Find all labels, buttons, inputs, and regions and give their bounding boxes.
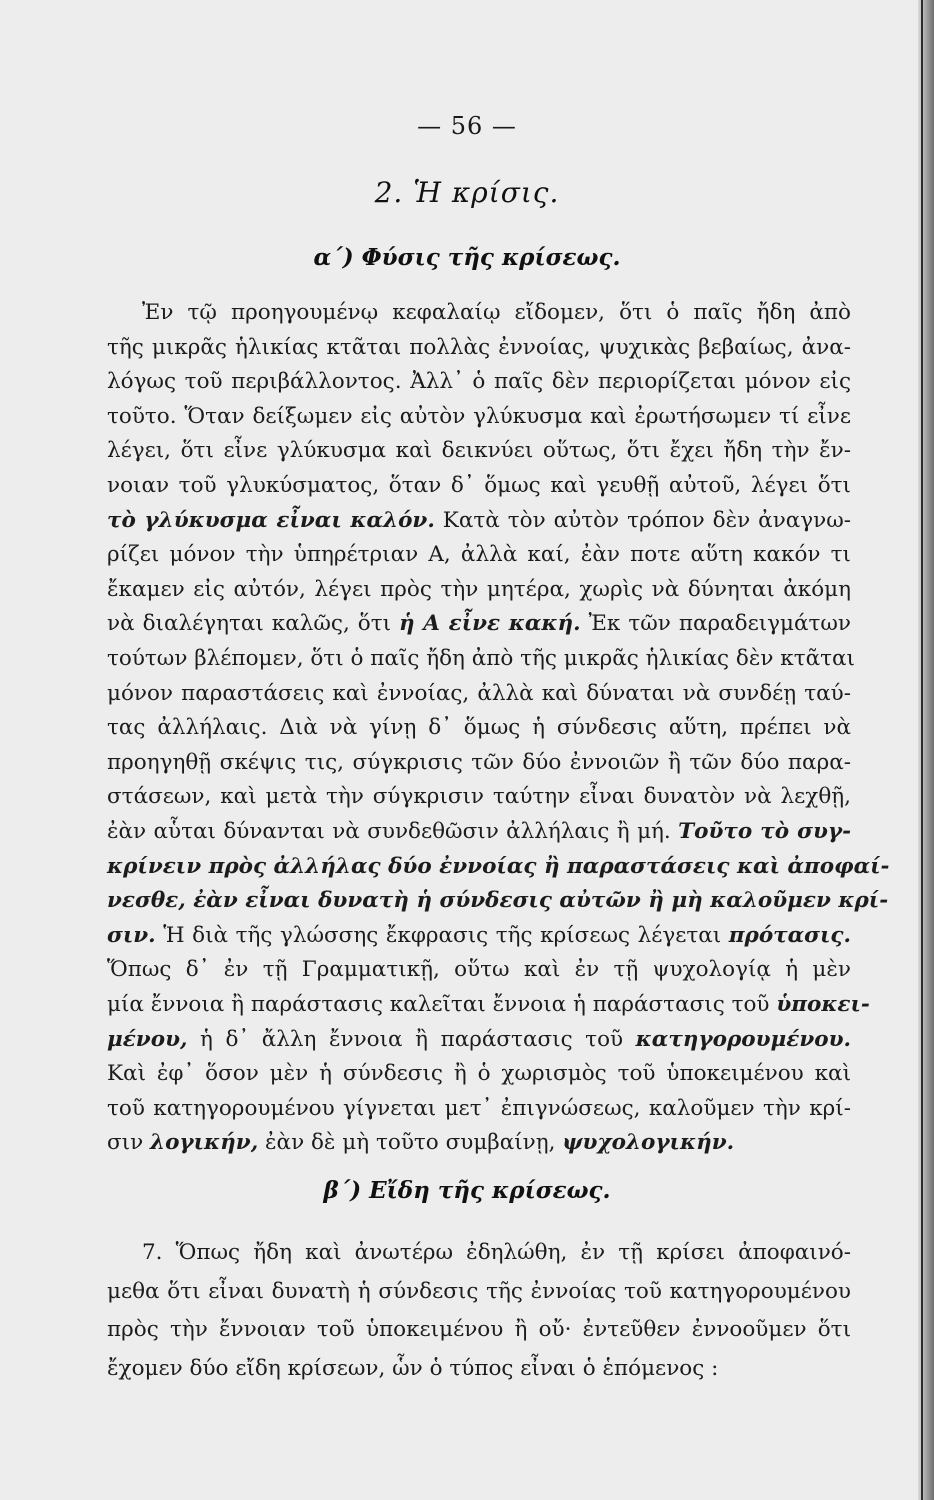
emphasis-text: κρίνειν πρὸς ἀλλήλας δύο ἐννοίας ἢ παραστάσεις καὶ ἀποφαί- [107, 853, 890, 879]
text-line: λέγει, ὅτι εἶνε γλύκυσμα καὶ δεικνύει οὕτως, ὅτι ἔχει ἤδη τὴν ἔν- [107, 438, 851, 464]
emphasis-text: σιν. [107, 922, 156, 948]
emphasis-text: μένου, [107, 1026, 188, 1052]
emphasis-text: ὑποκει- [776, 992, 870, 1017]
text-line: μόνον παραστάσεις καὶ ἐννοίας, ἀλλὰ καὶ δύναται νὰ συνδέῃ ταύ- [107, 680, 851, 706]
emphasis-text: κατηγορουμένου. [635, 1026, 851, 1052]
text-line: τοῦ κατηγορουμένου γίγνεται μετ᾿ ἐπιγνώσεως, καλοῦμεν τὴν κρί- [107, 1095, 851, 1121]
text-line [107, 852, 890, 882]
section-a-heading: α΄) Φύσις τῆς κρίσεως. [313, 244, 621, 271]
text-line: τοῦτο. Ὅταν δείξωμεν εἰς αὐτὸν γλύκυσμα καὶ ἐρωτήσωμεν τί εἶνε [107, 403, 851, 429]
emphasis-text: λογικήν, [150, 1130, 259, 1156]
text-line: νοιαν τοῦ γλυκύσματος, ὅταν δ᾿ ὅμως καὶ γευθῇ αὐτοῦ, λέγει ὅτι [107, 473, 851, 498]
text-line: μεθα ὅτι εἶναι δυνατὴ ἡ σύνδεσις τῆς ἐννοίας τοῦ κατηγορουμένου [107, 1278, 851, 1304]
text-line: λόγως τοῦ περιβάλλοντος. Ἀλλ᾿ ὁ παῖς δὲν περιορίζεται μόνον εἰς [107, 369, 851, 395]
page-edge [918, 0, 934, 1500]
text-line: σιν. Ἡ διὰ τῆς γλώσσης ἔκφρασις τῆς κρίσεως λέγεται πρότασις. [107, 922, 851, 948]
text-line: ἔκαμεν εἰς αὐτόν, λέγει πρὸς τὴν μητέρα, χωρὶς νὰ δύνηται ἀκόμη [107, 576, 851, 602]
emphasis-text: νεσθε, ἐὰν εἶναι δυνατὴ ἡ σύνδεσις αὐτῶν ἢ μὴ καλοῦμεν κρί- [107, 888, 889, 914]
text-line: προηγηθῇ σκέψις τις, σύγκρισις τῶν δύο ἐννοιῶν ἢ τῶν δύο παρα- [107, 749, 851, 775]
text-line: ρίζει μόνον τὴν ὑπηρέτριαν Α, ἀλλὰ καί, ἐὰν ποτε αὕτη κακόν τι [107, 542, 851, 568]
text-line: νὰ διαλέγηται καλῶς, ὅτι ἡ Α εἶνε κακή. Ἐκ τῶν παραδειγμάτων [107, 611, 851, 637]
emphasis-text: Τοῦτο τὸ συγ- [678, 819, 851, 844]
text-line: σιν λογικήν, ἐὰν δὲ μὴ τοῦτο συμβαίνῃ, ψυχολογικήν. [107, 1130, 735, 1156]
emphasis-text: πρότασις. [728, 922, 851, 948]
emphasis-text: τὸ γλύκυσμα εἶναι καλόν. [107, 507, 435, 533]
emphasis-text: ψυχολογικήν. [562, 1130, 735, 1156]
page-number: — 56 — [417, 112, 517, 140]
text-line: ἔχομεν δύο εἴδη κρίσεων, ὧν ὁ τύπος εἶναι ὁ ἑπόμενος : [107, 1355, 719, 1381]
text-line: Ὅπως δ᾿ ἐν τῇ Γραμματικῇ, οὕτω καὶ ἐν τῇ ψυχολογίᾳ ἡ μὲν [107, 957, 851, 983]
text-line: μία ἔννοια ἢ παράστασις καλεῖται ἔννοια ἡ παράστασις τοῦ ὑποκει- [107, 992, 870, 1017]
text-line: στάσεων, καὶ μετὰ τὴν σύγκρισιν ταύτην εἶναι δυνατὸν νὰ λεχθῇ, [107, 784, 851, 810]
text-line: τας ἀλλήλαις. Διὰ νὰ γίνῃ δ᾿ ὅμως ἡ σύνδεσις αὕτη, πρέπει νὰ [107, 715, 851, 741]
section-b-heading: β΄) Εἴδη τῆς κρίσεως. [323, 1177, 611, 1204]
text-line: τὸ γλύκυσμα εἶναι καλόν. Κατὰ τὸν αὐτὸν τρόπον δὲν ἀναγνω- [107, 507, 852, 533]
text-line: Καὶ ἐφ᾿ ὅσον μὲν ἡ σύνδεσις ἢ ὁ χωρισμὸς τοῦ ὑποκειμένου καὶ [107, 1061, 851, 1087]
emphasis-text: ἡ Α εἶνε κακή. [399, 611, 581, 637]
text-line: μένου, ἡ δ᾿ ἄλλη ἔννοια ἢ παράστασις τοῦ κατηγορουμένου. [107, 1026, 851, 1052]
chapter-title: 2. Ἡ κρίσις. [374, 176, 560, 209]
text-line [107, 886, 889, 916]
text-line: 7. Ὅπως ἤδη καὶ ἀνωτέρω ἐδηλώθη, ἐν τῇ κρίσει ἀποφαινό- [142, 1240, 851, 1265]
text-line: ἐὰν αὗται δύνανται νὰ συνδεθῶσιν ἀλλήλαις ἢ μή. Τοῦτο τὸ συγ- [107, 819, 851, 844]
text-line: Ἐν τῷ προηγουμένῳ κεφαλαίῳ εἴδομεν, ὅτι ὁ παῖς ἤδη ἀπὸ [142, 300, 851, 325]
text-line: τούτων βλέπομεν, ὅτι ὁ παῖς ἤδη ἀπὸ τῆς μικρᾶς ἡλικίας δὲν κτᾶται [107, 646, 855, 671]
text-line: πρὸς τὴν ἔννοιαν τοῦ ὑποκειμένου ἢ οὔ· ἐντεῦθεν ἐννοοῦμεν ὅτι [107, 1317, 851, 1342]
text-line: τῆς μικρᾶς ἡλικίας κτᾶται πολλὰς ἐννοίας, ψυχικὰς βεβαίως, ἀνα- [107, 334, 851, 360]
